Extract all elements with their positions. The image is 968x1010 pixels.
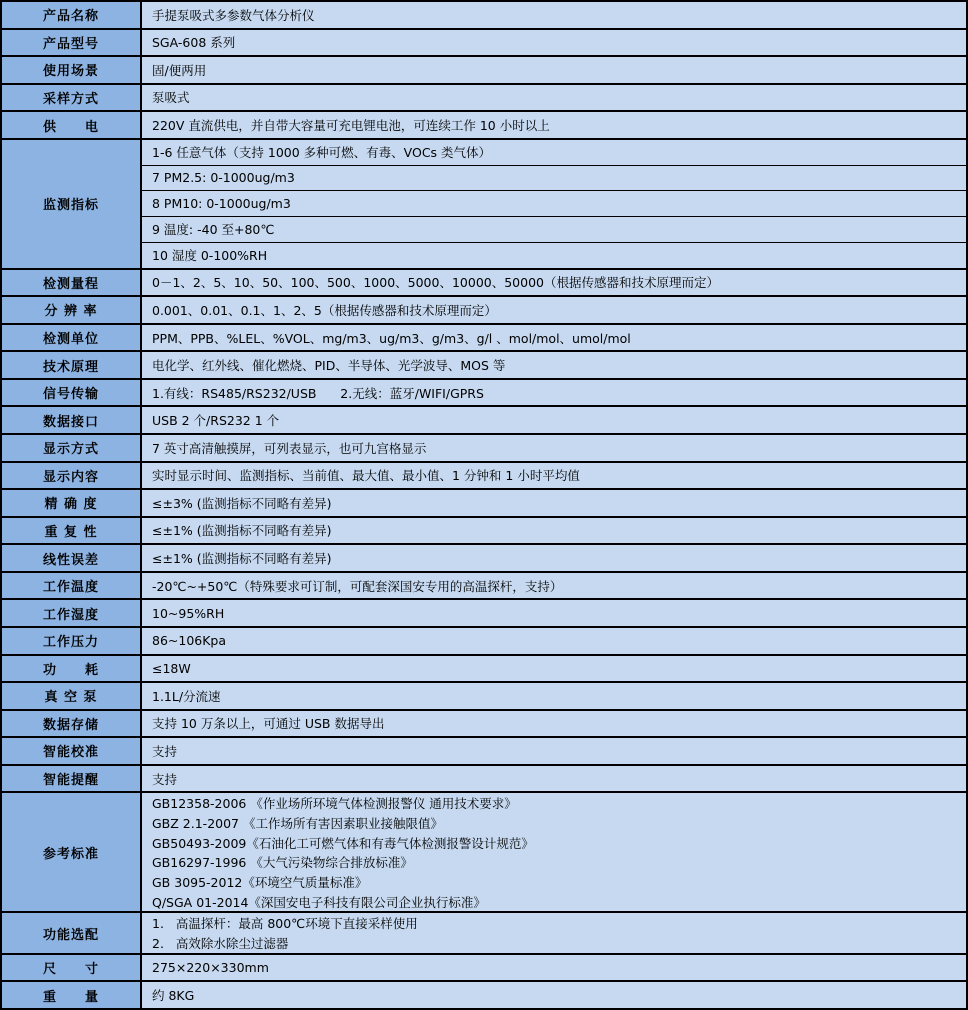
spec-value [142, 352, 966, 378]
spec-label: 数据接口 [2, 407, 142, 433]
spec-value-text: -20℃~+50℃（特殊要求可订制，可配套深国安专用的高温探杆，支持） [152, 578, 563, 594]
spec-value [142, 490, 966, 516]
spec-value-text: 电化学、红外线、催化燃烧、PID、半导体、光学波导、MOS 等 [152, 358, 506, 374]
spec-row [2, 297, 966, 325]
spec-row [2, 490, 966, 518]
spec-value-text: USB 2 个/RS232 1 个 [152, 413, 280, 429]
spec-value-text: ≤±1% (监测指标不同略有差异) [152, 551, 332, 567]
spec-value-text: ≤±1% (监测指标不同略有差异) [152, 523, 332, 539]
spec-value [142, 913, 966, 952]
spec-row [2, 573, 966, 601]
spec-value [142, 2, 966, 28]
spec-label: 使用场景 [2, 57, 142, 83]
spec-value [142, 738, 966, 764]
spec-value-text: 1-6 任意气体（支持 1000 多种可燃、有毒、VOCs 类气体） [142, 140, 966, 166]
spec-value [142, 766, 966, 792]
spec-value [142, 545, 966, 571]
spec-row [2, 628, 966, 656]
spec-label: 采样方式 [2, 85, 142, 111]
spec-row [2, 738, 966, 766]
spec-value [142, 112, 966, 138]
spec-value [142, 463, 966, 489]
spec-value [142, 325, 966, 351]
spec-label: 功能选配 [2, 913, 142, 952]
spec-label: 重 复 性 [2, 518, 142, 544]
spec-label: 数据存储 [2, 711, 142, 737]
spec-label: 工作湿度 [2, 600, 142, 626]
spec-value-text: 10~95%RH [152, 605, 225, 621]
spec-value [142, 656, 966, 682]
spec-row [2, 463, 966, 491]
spec-value [142, 407, 966, 433]
spec-value [142, 30, 966, 56]
spec-label: 智能提醒 [2, 766, 142, 792]
spec-value-text: GBZ 2.1-2007 《工作场所有害因素职业接触限值》 [152, 815, 443, 831]
spec-row [2, 2, 966, 30]
spec-label: 线性误差 [2, 545, 142, 571]
spec-label: 产品名称 [2, 2, 142, 28]
spec-value-text: GB12358-2006 《作业场所环境气体检测报警仪 通用技术要求》 [152, 796, 517, 812]
spec-value-text: 1. 高温探杆：最高 800℃环境下直接采样使用 [152, 916, 418, 932]
spec-value [142, 518, 966, 544]
spec-row [2, 545, 966, 573]
spec-value-text: 0－1、2、5、10、50、100、500、1000、5000、10000、50000（根据传感器和技术原理而定） [152, 275, 719, 291]
spec-row [2, 600, 966, 628]
spec-value-text: SGA-608 系列 [152, 35, 236, 51]
spec-value [142, 600, 966, 626]
spec-value-text: 0.001、0.01、0.1、1、2、5（根据传感器和技术原理而定） [152, 302, 497, 318]
spec-label: 智能校准 [2, 738, 142, 764]
spec-value-text: 支持 [152, 743, 178, 759]
spec-label: 产品型号 [2, 30, 142, 56]
spec-label: 参考标准 [2, 793, 142, 911]
spec-label: 检测单位 [2, 325, 142, 351]
spec-value [142, 793, 966, 911]
spec-value [142, 982, 966, 1008]
spec-value [142, 270, 966, 296]
spec-label: 技术原理 [2, 352, 142, 378]
spec-label: 供 电 [2, 112, 142, 138]
spec-value [142, 297, 966, 323]
spec-value-text: 10 湿度 0-100%RH [152, 248, 268, 264]
spec-label: 监测指标 [2, 140, 142, 268]
spec-value-text: ≤18W [152, 660, 191, 676]
spec-value-text: ≤±3% (监测指标不同略有差异) [152, 495, 332, 511]
spec-value [142, 85, 966, 111]
spec-value-text: GB50493-2009《石油化工可燃气体和有毒气体检测报警设计规范》 [152, 835, 534, 851]
spec-value-text: PPM、PPB、%LEL、%VOL、mg/m3、ug/m3、g/m3、g/l 、mol/mol、umol/mol [152, 330, 631, 346]
spec-value [142, 955, 966, 981]
spec-row [2, 982, 966, 1008]
spec-value-text: 275×220×330mm [152, 960, 269, 976]
spec-value [142, 140, 966, 268]
spec-row [2, 656, 966, 684]
spec-row [2, 352, 966, 380]
spec-label: 功 耗 [2, 656, 142, 682]
spec-value [142, 380, 966, 406]
spec-value-text: 9 温度: -40 至+80℃ [142, 217, 966, 243]
spec-row [2, 518, 966, 546]
spec-value-text: 86~106Kpa [152, 633, 227, 649]
spec-value-text: 220V 直流供电，并自带大容量可充电锂电池，可连续工作 10 小时以上 [152, 118, 550, 134]
spec-value [142, 57, 966, 83]
spec-label: 信号传输 [2, 380, 142, 406]
spec-row [2, 955, 966, 983]
spec-label: 精 确 度 [2, 490, 142, 516]
spec-label: 分 辨 率 [2, 297, 142, 323]
spec-label: 工作压力 [2, 628, 142, 654]
spec-value [142, 683, 966, 709]
spec-row [2, 683, 966, 711]
spec-row [2, 435, 966, 463]
spec-row [2, 766, 966, 794]
spec-value-text: GB 3095-2012《环境空气质量标准》 [152, 874, 368, 890]
spec-value [142, 435, 966, 461]
spec-value-text: 固/便两用 [152, 62, 207, 78]
spec-value-text: 支持 10 万条以上，可通过 USB 数据导出 [152, 716, 385, 732]
spec-row [2, 112, 966, 140]
spec-label: 工作温度 [2, 573, 142, 599]
spec-label: 重 量 [2, 982, 142, 1008]
spec-row [2, 270, 966, 298]
spec-value-text: 2. 高效除水除尘过滤器 [152, 935, 289, 951]
spec-row [2, 85, 966, 113]
spec-row [2, 30, 966, 58]
spec-value-text: 7 英寸高清触摸屏，可列表显示，也可九宫格显示 [152, 440, 427, 456]
spec-value-text: 1.有线：RS485/RS232/USB 2.无线：蓝牙/WIFI/GPRS [152, 385, 484, 401]
spec-label: 显示内容 [2, 463, 142, 489]
spec-value-text: GB16297-1996 《大气污染物综合排放标准》 [152, 855, 413, 871]
spec-row [2, 140, 966, 270]
spec-value-text: 泵吸式 [152, 90, 190, 106]
spec-label: 尺 寸 [2, 955, 142, 981]
spec-row [2, 407, 966, 435]
spec-value-text: 约 8KG [152, 988, 195, 1004]
spec-value-text: 支持 [152, 771, 178, 787]
spec-row [2, 325, 966, 353]
spec-value [142, 573, 966, 599]
spec-value [142, 711, 966, 737]
spec-value-text: 手提泵吸式多参数气体分析仪 [152, 7, 315, 23]
spec-label: 检测量程 [2, 270, 142, 296]
spec-row [2, 913, 966, 954]
spec-value-text: 1.1L/分流速 [152, 688, 221, 704]
spec-row [2, 793, 966, 913]
spec-value-text: 实时显示时间、监测指标、当前值、最大值、最小值、1 分钟和 1 小时平均值 [152, 468, 580, 484]
spec-row [2, 380, 966, 408]
spec-label: 真 空 泵 [2, 683, 142, 709]
spec-label: 显示方式 [2, 435, 142, 461]
spec-row [2, 57, 966, 85]
spec-value-text: 7 PM2.5: 0-1000ug/m3 [142, 166, 966, 192]
spec-value-text: Q/SGA 01-2014《深国安电子科技有限公司企业执行标准》 [152, 894, 486, 910]
spec-value-text: 8 PM10: 0-1000ug/m3 [142, 191, 966, 217]
spec-row [2, 711, 966, 739]
spec-value [142, 628, 966, 654]
